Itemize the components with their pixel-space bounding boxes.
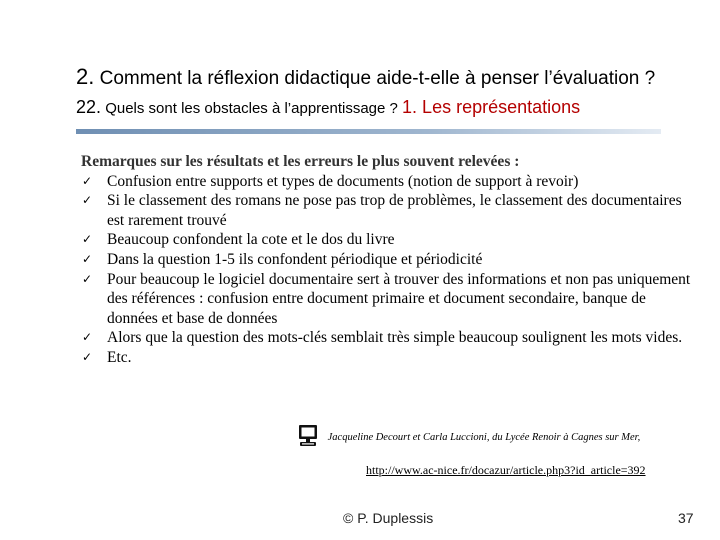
remarks-heading: Remarques sur les résultats et les erreurs le plus souvent relevées : <box>81 153 520 170</box>
list-item <box>81 230 696 250</box>
source-credit <box>297 424 697 451</box>
list-item-text: Pour beaucoup le logiciel documentaire sert à trouver des informations et non pas uniquement des références : confusion entre document primaire et document secondaire, banque de données et base de données <box>107 270 691 327</box>
list-item <box>81 328 696 348</box>
subtitle-number: 22. <box>76 97 102 117</box>
list-item <box>81 172 696 192</box>
title-divider <box>76 129 661 134</box>
slide-body <box>81 152 696 368</box>
checkmark-icon: ✓ <box>82 232 93 247</box>
list-item-text: Beaucoup confondent la cote et le dos du livre <box>107 231 395 249</box>
list-item <box>81 348 696 368</box>
page-number: 37 <box>678 510 694 526</box>
list-item-text: Etc. <box>107 348 132 366</box>
list-item-text: Dans la question 1-5 ils confondent périodique et périodicité <box>107 250 483 268</box>
list-item-text: Si le classement des romans ne pose pas trop de problèmes, le classement des documentaires est rarement trouvé <box>107 192 682 229</box>
checkmark-icon: ✓ <box>82 173 93 188</box>
subtitle-highlight: 1. Les représentations <box>402 97 581 117</box>
title-text: Comment la réflexion didactique aide-t-elle à penser l’évaluation ? <box>99 68 656 89</box>
list-item <box>81 191 696 230</box>
list-item-text: Confusion entre supports et types de documents (notion de support à revoir) <box>107 172 579 190</box>
computer-icon <box>297 424 319 451</box>
slide-subtitle <box>76 97 580 118</box>
list-item <box>81 250 696 270</box>
slide-footer <box>0 510 720 530</box>
remarks-list <box>81 172 696 368</box>
checkmark-icon: ✓ <box>82 349 93 364</box>
list-item-text: Alors que la question des mots-clés semblait très simple beaucoup soulignent les mots vides. <box>107 329 683 347</box>
credit-text: Jacqueline Decourt et Carla Luccioni, du Lycée Renoir à Cagnes sur Mer, <box>327 432 641 443</box>
title-number: 2. <box>76 64 95 89</box>
slide-title <box>76 64 655 90</box>
list-item <box>81 270 696 329</box>
checkmark-icon: ✓ <box>82 251 93 266</box>
checkmark-icon: ✓ <box>82 271 93 286</box>
subtitle-text: Quels sont les obstacles à l’apprentissage ? <box>105 100 398 117</box>
checkmark-icon: ✓ <box>82 193 93 208</box>
checkmark-icon: ✓ <box>82 330 93 345</box>
footer-author: © P. Duplessis <box>343 510 434 526</box>
source-link[interactable]: http://www.ac-nice.fr/docazur/article.php3?id_article=392 <box>366 463 646 477</box>
